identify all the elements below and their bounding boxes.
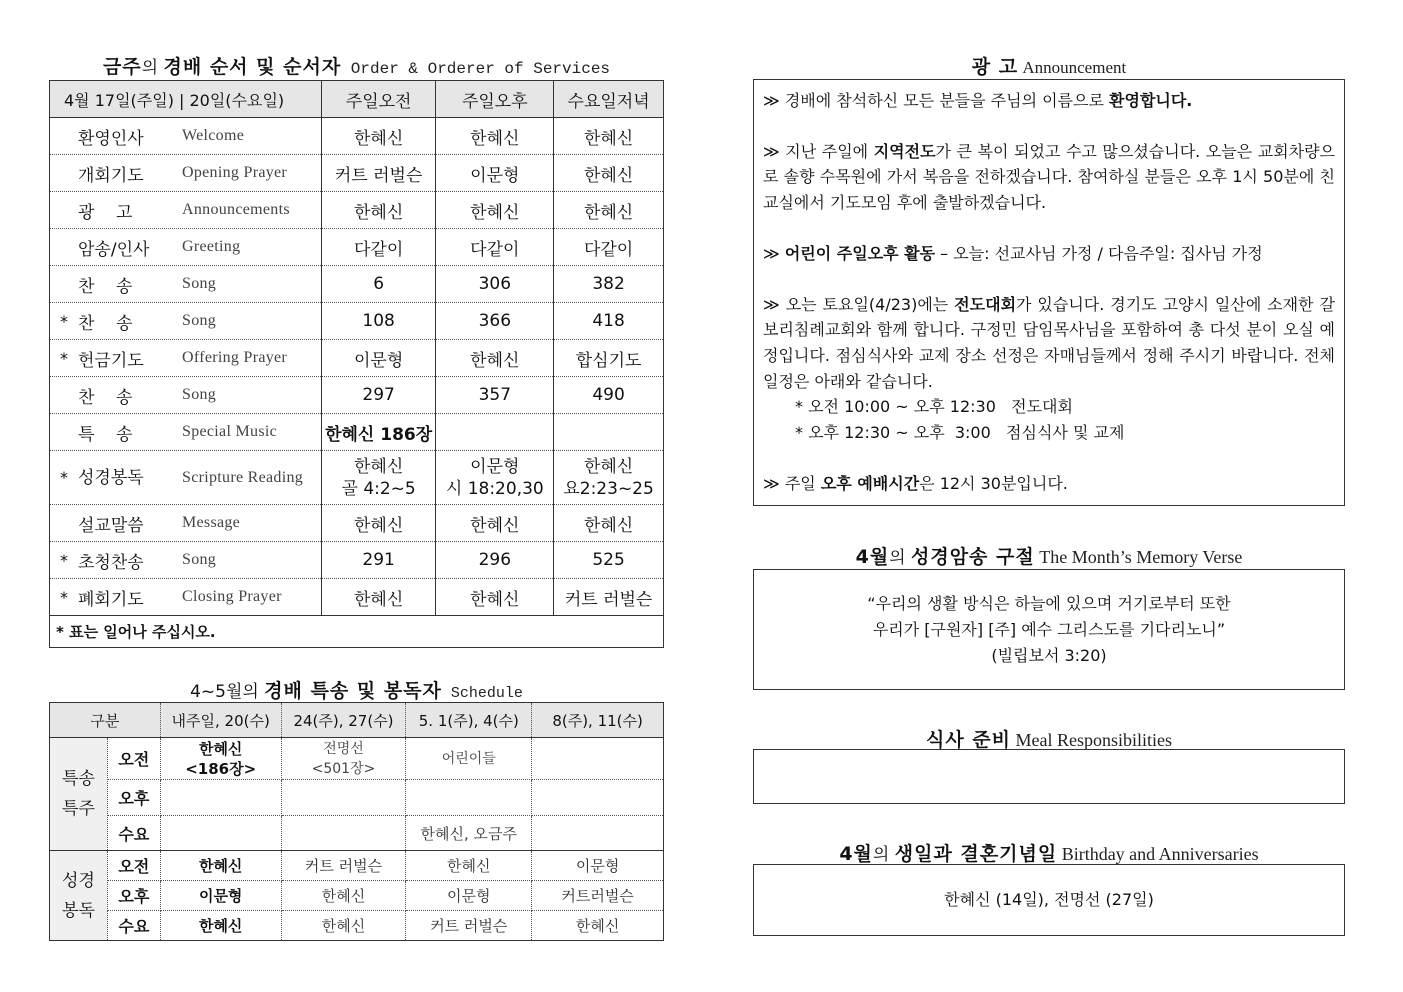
item-label-cell	[50, 451, 322, 505]
birthday-box: 한혜신 (14일), 전명선 (27일)	[753, 864, 1345, 936]
cell-wed: 다같이	[554, 229, 664, 266]
table-row	[50, 738, 664, 780]
schedule-cell	[532, 738, 664, 780]
emphasis: 지역전도	[873, 141, 936, 161]
item-name-en: Song	[182, 386, 217, 403]
cell-wed: 한혜신	[554, 192, 664, 229]
table-row	[50, 542, 664, 579]
emphasis: 어린이 주일오후 활동	[784, 243, 936, 263]
announcement-evangelism-rally	[763, 292, 1335, 395]
item-name-ko: 헌금기도	[78, 350, 144, 371]
cell-am: 한혜신	[321, 118, 436, 155]
cell-line2: 시 18:20,30	[445, 478, 544, 499]
col-wednesday: 수요일저녁	[554, 81, 664, 118]
cell-am: 한혜신	[321, 192, 436, 229]
announcement-welcome	[763, 88, 1335, 114]
title-ko-main: 성경암송 구절	[911, 546, 1035, 568]
cell-wed: 418	[554, 303, 664, 340]
schedule-header-row	[50, 703, 664, 738]
cell-line1: 전명선	[323, 740, 364, 757]
sub-label: 수요	[107, 911, 160, 941]
item-name-ko: 광 고	[78, 202, 133, 223]
item-name-ko: 환영인사	[78, 128, 144, 149]
item-name-ko: 폐회기도	[78, 589, 144, 610]
cell-wed	[554, 414, 664, 451]
stand-marker: *	[60, 587, 68, 607]
schedule-cell: 커트 러벌슨	[281, 851, 406, 881]
cell-am: 다같이	[321, 229, 436, 266]
item-name-ko: 특 송	[78, 424, 133, 445]
title-ko-main: 경배 특송 및 봉독자	[264, 680, 442, 702]
sub-label: 오후	[107, 780, 160, 816]
group-label-line1: 특송	[62, 769, 95, 789]
item-label-cell	[50, 192, 322, 229]
schedule-cell	[532, 780, 664, 816]
item-name-en: Greeting	[182, 238, 241, 255]
order-section-title	[49, 52, 664, 79]
announcement-outreach	[763, 139, 1335, 216]
schedule-header-week1: 내주일, 20(수)	[160, 703, 281, 738]
cell-wed: 한혜신	[554, 155, 664, 192]
title-ko: 금주	[102, 56, 142, 78]
schedule-header-week3: 5. 1(주), 4(수)	[406, 703, 532, 738]
cell-am: 한혜신	[321, 505, 436, 542]
sub-label: 수요	[107, 816, 160, 851]
item-name-ko: 찬 송	[78, 276, 133, 297]
title-ko-main: 경배 순서 및 순서자	[163, 56, 342, 78]
item-name-en: Closing Prayer	[182, 588, 282, 605]
group-label-special-music	[50, 738, 108, 851]
cell-pm: 한혜신	[436, 340, 554, 377]
col-sunday-am: 주일오전	[321, 81, 436, 118]
title-en: Birthday and Anniversaries	[1057, 844, 1259, 864]
item-name-en: Announcements	[182, 201, 290, 218]
verse-reference: (빌립보서 3:20)	[991, 646, 1107, 665]
schedule-header-week4: 8(주), 11(수)	[532, 703, 664, 738]
schedule-cell: 어린이들	[406, 738, 532, 780]
table-row	[50, 851, 664, 881]
cell-pm	[436, 414, 554, 451]
item-name-ko: 암송/인사	[78, 239, 150, 260]
cell-am: 291	[321, 542, 436, 579]
table-row	[50, 377, 664, 414]
cell-line2: 골 4:2~5	[341, 478, 416, 499]
verse-section-title	[753, 542, 1345, 569]
item-name-en: Scripture Reading	[182, 468, 304, 486]
cell-am: 커트 러벌슨	[321, 155, 436, 192]
schedule-cell: 커트 러벌슨	[406, 911, 532, 941]
text: ≫ 지난 주일에	[763, 141, 874, 161]
cell-pm	[436, 451, 554, 505]
title-ko-particle: 의	[141, 58, 164, 78]
meal-responsibilities-box	[753, 749, 1345, 804]
cell-pm: 다같이	[436, 229, 554, 266]
title-ko-particle: 의	[889, 548, 911, 568]
stand-marker: *	[60, 311, 68, 331]
table-row	[50, 414, 664, 451]
schedule-cell: 한혜신	[160, 911, 281, 941]
table-row	[50, 192, 664, 229]
schedule-item: * 오후 12:30 ~ 오후 3:00 점심식사 및 교제	[795, 423, 1125, 443]
stand-marker: *	[60, 467, 68, 487]
cell-wed: 합심기도	[554, 340, 664, 377]
title-en: Order & Orderer of Services	[341, 60, 611, 78]
cell-wed: 525	[554, 542, 664, 579]
item-label-cell	[50, 414, 322, 451]
schedule-cell	[281, 816, 406, 851]
item-label-cell	[50, 266, 322, 303]
table-row	[50, 780, 664, 816]
item-label-cell	[50, 579, 322, 616]
text: 가 큰 복이 되었고 수고 많으셨습니다. 오늘은 교회차량으로 솔향 수목원에 가서 복음을 전하겠습니다. 참여하실 분들은 오후 1시 50분에 친교실에서 기도모임 후에 출발하겠습니다.	[763, 141, 1335, 213]
schedule-cell: 한혜신	[406, 851, 532, 881]
title-ko-prefix: 4~5월의	[190, 682, 265, 702]
item-name-en: Special Music	[182, 423, 277, 440]
item-name-en: Song	[182, 551, 217, 568]
sub-label: 오전	[107, 851, 160, 881]
cell-line1: 한혜신	[353, 456, 404, 477]
cell-pm: 296	[436, 542, 554, 579]
cell-wed: 한혜신	[554, 505, 664, 542]
schedule-table	[49, 702, 664, 941]
announcement-service-time	[763, 471, 1335, 497]
table-row	[50, 505, 664, 542]
schedule-cell	[160, 738, 281, 780]
group-label-line1: 성경	[62, 870, 95, 891]
cell-pm: 306	[436, 266, 554, 303]
item-name-en: Song	[182, 275, 217, 292]
schedule-cell	[406, 780, 532, 816]
stand-marker: *	[60, 550, 68, 570]
stand-note: * 표는 일어나 주십시오.	[56, 623, 216, 641]
title-en: Meal Responsibilities	[1011, 730, 1173, 750]
cell-pm: 이문형	[436, 155, 554, 192]
cell-line1: 이문형	[470, 456, 520, 477]
emphasis: 전도대회	[954, 294, 1017, 314]
schedule-cell	[532, 816, 664, 851]
cell-am: 6	[321, 266, 436, 303]
cell-line1: 한혜신	[583, 456, 634, 477]
sub-label: 오후	[107, 881, 160, 911]
title-en: The Month’s Memory Verse	[1034, 547, 1243, 567]
table-row	[50, 881, 664, 911]
group-label-line2: 특주	[62, 799, 95, 819]
order-of-service-table	[49, 80, 664, 648]
schedule-header-week2: 24(주), 27(수)	[281, 703, 406, 738]
schedule-cell	[160, 780, 281, 816]
table-row	[50, 303, 664, 340]
text: ≫	[763, 243, 785, 263]
cell-am: 한혜신 186장	[321, 414, 436, 451]
schedule-cell: 이문형	[532, 851, 664, 881]
schedule-cell	[160, 816, 281, 851]
text: ≫ 경배에 참석하신 모든 분들을 주님의 이름으로	[763, 91, 1110, 110]
col-sunday-pm: 주일오후	[436, 81, 554, 118]
title-ko: 광 고	[971, 56, 1019, 78]
schedule-header-category: 구분	[50, 703, 161, 738]
item-name-ko: 찬 송	[78, 313, 133, 334]
cell-line1: 한혜신	[198, 739, 243, 758]
table-row	[50, 451, 664, 505]
schedule-section-title	[49, 676, 664, 703]
schedule-cell: 한혜신	[575, 917, 620, 935]
item-name-ko: 초청찬송	[78, 552, 144, 573]
verse-line-1: “우리의 생활 방식은 하늘에 있으며 거기로부터 또한	[867, 594, 1231, 613]
item-name-ko: 성경봉독	[78, 467, 144, 488]
item-name-ko: 개회기도	[78, 165, 144, 186]
title-ko: 식사 준비	[925, 729, 1012, 751]
announcement-box	[753, 79, 1345, 506]
birthday-section-title	[753, 839, 1345, 866]
cell-wed: 커트 러벌슨	[554, 579, 664, 616]
text: ≫ 오는 토요일(4/23)에는	[763, 294, 955, 314]
schedule-item: * 오전 10:00 ~ 오후 12:30 전도대회	[795, 397, 1073, 417]
cell-pm: 한혜신	[436, 505, 554, 542]
table-row	[50, 579, 664, 616]
verse-line-2: 우리가 [구원자] [주] 예수 그리스도를 기다리노니”	[872, 620, 1226, 639]
schedule-cell: 한혜신	[160, 851, 281, 881]
table-row	[50, 155, 664, 192]
cell-wed: 382	[554, 266, 664, 303]
cell-line2: 요2:23~25	[563, 478, 654, 499]
cell-pm: 366	[436, 303, 554, 340]
title-ko-particle: 의	[872, 845, 895, 865]
cell-pm: 357	[436, 377, 554, 414]
item-label-cell	[50, 340, 322, 377]
item-label-cell	[50, 229, 322, 266]
text: 은 12시 30분입니다.	[919, 473, 1068, 493]
table-row	[50, 911, 664, 941]
item-label-cell	[50, 155, 322, 192]
table-row	[50, 340, 664, 377]
schedule-cell: 이문형	[406, 881, 532, 911]
table-row	[50, 816, 664, 851]
emphasis: 환영합니다.	[1109, 91, 1193, 110]
text: 가 있습니다. 경기도 고양시 일산에 소재한 갈보리침례교회와 함께 합니다. 구정민 담임목사님을 포함하여 총 다섯 분이 오실 예정입니다. 점심식사와 교제 장소 선정은 자매님들께서 정해 주시기 바랍니다. 전체 일정은 아래와 같습니다.	[763, 294, 1335, 391]
date-header: 4월 17일(주일) | 20일(수요일)	[50, 81, 322, 118]
item-name-en: Song	[182, 312, 217, 329]
cell-am	[321, 451, 436, 505]
cell-wed	[554, 451, 664, 505]
schedule-cell: 한혜신	[281, 911, 406, 941]
cell-pm: 한혜신	[436, 118, 554, 155]
cell-wed: 한혜신	[554, 118, 664, 155]
note-row	[50, 616, 664, 648]
cell-line2: <186장>	[185, 759, 257, 778]
title-en: Announcement	[1018, 58, 1127, 77]
sub-label: 오전	[107, 738, 160, 780]
cell-pm: 한혜신	[436, 192, 554, 229]
item-name-en: Welcome	[182, 127, 245, 144]
item-name-en: Message	[182, 514, 241, 531]
title-ko: 4월	[855, 546, 890, 568]
table-row	[50, 118, 664, 155]
item-label-cell	[50, 542, 322, 579]
announcement-children	[763, 241, 1335, 267]
meal-section-title	[753, 725, 1345, 752]
schedule-cell	[281, 780, 406, 816]
stand-marker: *	[60, 348, 68, 368]
item-label-cell	[50, 303, 322, 340]
announcement-section-title	[753, 52, 1345, 79]
schedule-cell: 이문형	[160, 881, 281, 911]
title-en: Schedule	[441, 685, 523, 702]
schedule-cell: 한혜신, 오금주	[406, 816, 532, 851]
cell-pm: 한혜신	[436, 579, 554, 616]
cell-wed: 490	[554, 377, 664, 414]
item-name-en: Opening Prayer	[182, 164, 288, 181]
table-row	[50, 229, 664, 266]
schedule-cell: 한혜신	[281, 881, 406, 911]
item-name-ko: 설교말씀	[78, 515, 144, 536]
text: – 오늘: 선교사님 가정 / 다음주일: 집사님 가정	[935, 243, 1263, 263]
item-label-cell	[50, 505, 322, 542]
item-label-cell	[50, 118, 322, 155]
item-label-cell	[50, 377, 322, 414]
title-ko-main: 생일과 결혼기념일	[894, 843, 1058, 865]
cell-am: 한혜신	[321, 579, 436, 616]
emphasis: 오후 예배시간	[820, 473, 920, 493]
item-name-ko: 찬 송	[78, 387, 133, 408]
item-name-en: Offering Prayer	[182, 349, 288, 366]
cell-am: 297	[321, 377, 436, 414]
cell-am: 이문형	[321, 340, 436, 377]
text: ≫ 주일	[763, 473, 821, 493]
table-row	[50, 266, 664, 303]
cell-line2: <501장>	[311, 760, 376, 777]
cell-am: 108	[321, 303, 436, 340]
title-ko: 4월	[839, 843, 873, 865]
group-label-line2: 봉독	[62, 900, 95, 921]
group-label-scripture-reading	[50, 851, 108, 941]
schedule-cell: 커트러벌슨	[532, 881, 664, 911]
memory-verse-box	[753, 569, 1345, 690]
table-header-row	[50, 81, 664, 118]
schedule-cell	[281, 738, 406, 780]
